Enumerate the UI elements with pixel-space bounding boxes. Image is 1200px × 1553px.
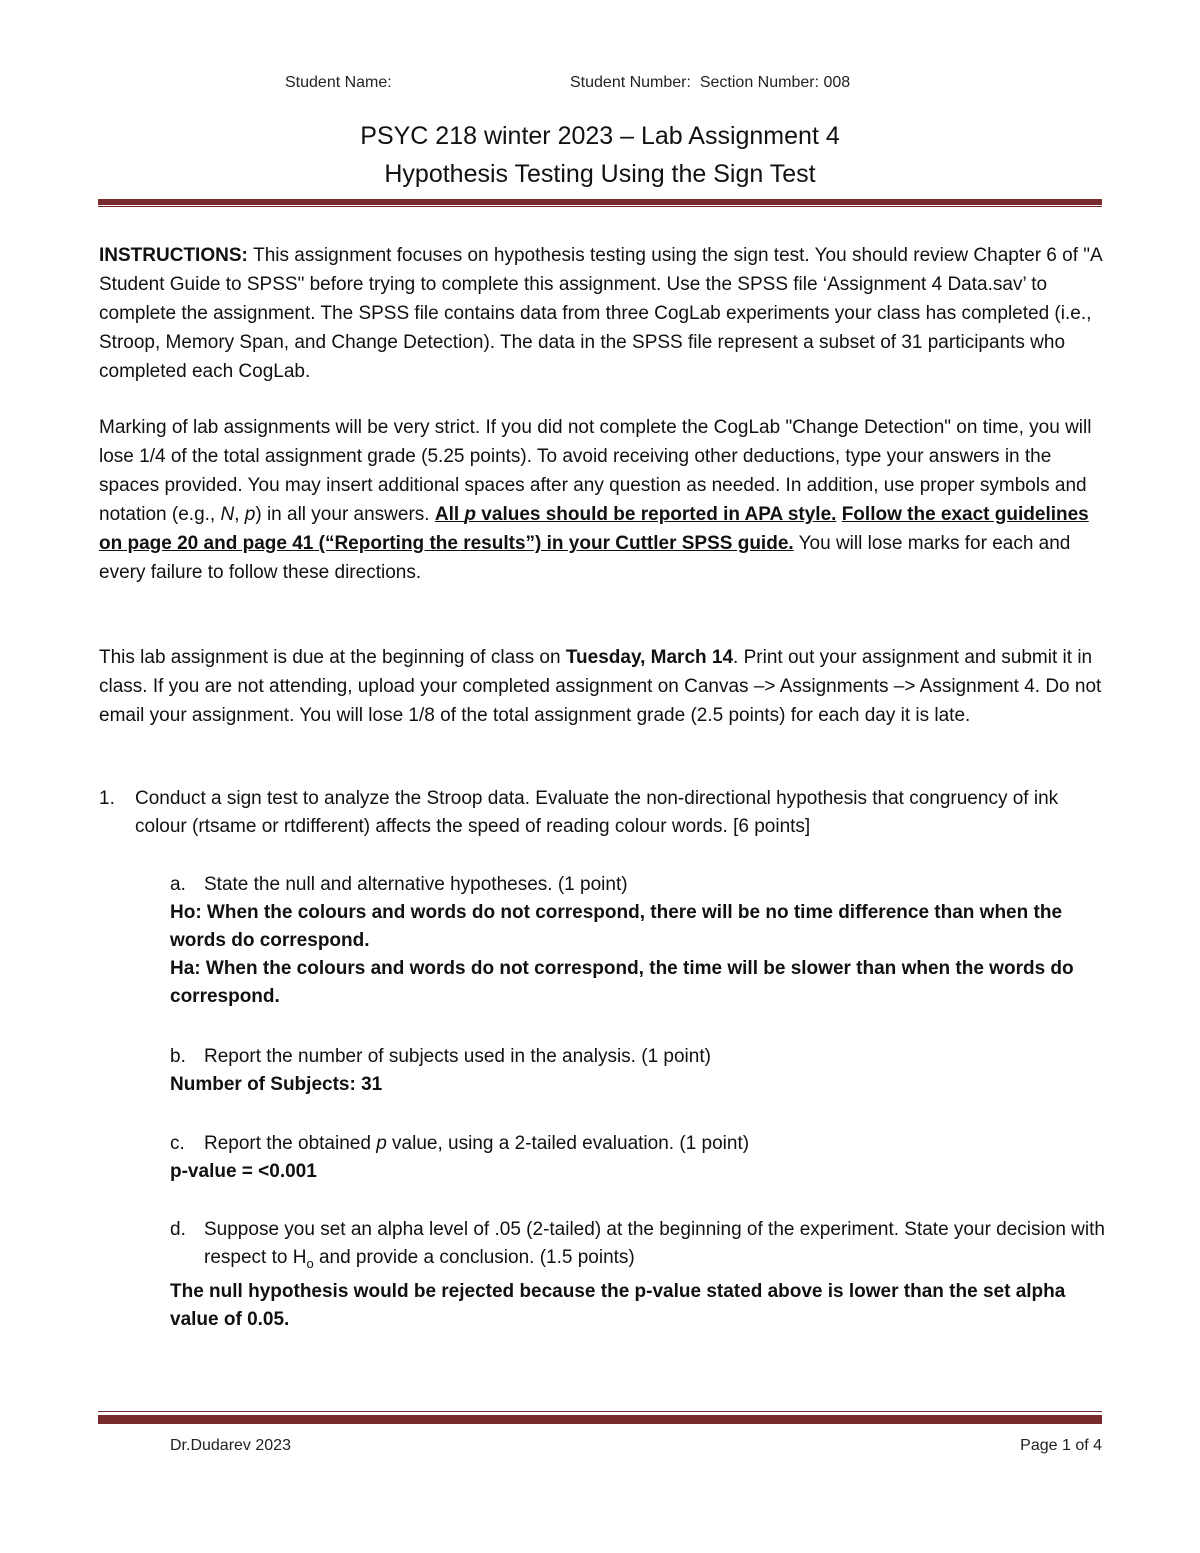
instructions-label: INSTRUCTIONS bbox=[99, 245, 242, 266]
student-number-label: Student Number: bbox=[570, 74, 691, 91]
question-1d-text: Suppose you set an alpha level of .05 (2-tailed) at the beginning of the experiment. State your decision with respect to $H_o$ and provide a conclusion. (1.5 points) bbox=[204, 1219, 1105, 1271]
instructions-paragraph: INSTRUCTIONS: This assignment focuses on hypothesis testing using the sign test. You should review Chapter 6 of "A Student Guide to SPSS" before trying to complete this assignment. Use the SPSS file ‘Assignment 4 Data.sav’ to complete the assignment. The SPSS file contains data from three CogLab experiments your class has completed (i.e., Stroop, Memory Span, and Change Detection). The data in the SPSS file represent a subset of 31 participants who completed each CogLab. bbox=[99, 245, 1102, 382]
question-1b: b. Report the number of subjects used in the analysis. (1 point) Number of Subjects: 31 bbox=[170, 1043, 1105, 1099]
question-1d: d. Suppose you set an alpha level of .05 (2-tailed) at the beginning of the experiment. State your decision with respect to $H_o$ and provide a conclusion. (1.5 points) The null hypothesis would be rejected because the p-value stated above is lower than the set alpha value of 0.05. bbox=[170, 1216, 1105, 1334]
footer-divider bbox=[98, 1415, 1102, 1424]
footer-page-number: Page 1 of 4 bbox=[1020, 1437, 1102, 1454]
student-number-section bbox=[570, 74, 850, 92]
question-1 bbox=[99, 785, 1104, 841]
question-1c: c. Report the obtained p value, using a 2-tailed evaluation. (1 point) p-value = <0.001 bbox=[170, 1130, 1105, 1186]
question-1b-answer: Number of Subjects: 31 bbox=[170, 1074, 383, 1095]
question-1c-answer: p-value = <0.001 bbox=[170, 1161, 317, 1182]
question-1-text: Conduct a sign test to analyze the Stroop data. Evaluate the non-directional hypothesis that congruency of ink colour (rtsame or rtdifferent) affects the speed of reading colour words. [6 points] bbox=[135, 788, 1059, 837]
question-1-number: 1. bbox=[99, 788, 115, 809]
question-1c-text: Report the obtained p value, using a 2-tailed evaluation. (1 point) bbox=[204, 1133, 750, 1154]
header-divider bbox=[98, 199, 1102, 205]
apa-style-note: All p values should be reported in APA style. bbox=[434, 504, 837, 525]
question-1a-answer-ho: Ho: When the colours and words do not correspond, there will be no time difference than when the words do correspond. bbox=[170, 902, 1063, 951]
footer-author: Dr.Dudarev 2023 bbox=[170, 1437, 291, 1454]
question-1a: a. State the null and alternative hypotheses. (1 point) Ho: When the colours and words do not correspond, there will be no time difference than when the words do correspond. Ha: When the colours and words do not correspond, the time will be slower than when the words do correspond. bbox=[170, 871, 1105, 1011]
guidelines-note: Follow the exact guidelines on page 20 and page 41 (“Reporting the results”) in your Cuttler SPSS guide. bbox=[99, 504, 1089, 554]
due-date: Tuesday, March 14 bbox=[565, 647, 734, 668]
question-1d-answer: The null hypothesis would be rejected because the p-value stated above is lower than the set alpha value of 0.05. bbox=[170, 1280, 1066, 1330]
question-1a-answer-ha: Ha: When the colours and words do not correspond, the time will be slower than when the words do correspond. bbox=[170, 958, 1074, 1007]
due-date-paragraph: This lab assignment is due at the beginning of class on Tuesday, March 14. Print out your assignment and submit it in class. If you are not attending, upload your completed assignment on Canvas –> Assignments –> Assignment 4. Do not email your assignment. You will lose 1/8 of the total assignment grade (2.5 points) for each day it is late. bbox=[99, 647, 1102, 726]
question-1b-text: Report the number of subjects used in the analysis. (1 point) bbox=[204, 1046, 711, 1067]
section-number-label: Section Number: 008 bbox=[699, 74, 851, 91]
document-title: PSYC 218 winter 2023 – Lab Assignment 4 bbox=[360, 122, 840, 150]
instructions-text: This assignment focuses on hypothesis testing using the sign test. You should review Chapter 6 of "A Student Guide to SPSS" before trying to complete this assignment. Use the SPSS file ‘Assignment 4 Data.sav’ to complete the assignment. The SPSS file contains data from three CogLab experiments your class has completed (i.e., Stroop, Memory Span, and Change Detection). The data in the SPSS file represent a subset of 31 participants who completed each CogLab. bbox=[99, 245, 1102, 382]
student-name-label: Student Name: bbox=[285, 74, 392, 91]
marking-paragraph: Marking of lab assignments will be very strict. If you did not complete the CogLab "Change Detection" on time, you will lose 1/4 of the total assignment grade (5.25 points). To avoid receiving other deductions, type your answers in the spaces provided. You may insert additional spaces after any question as needed. In addition, use proper symbols and notation (e.g., N, p) in all your answers. All p values should be reported in APA style. Follow the exact guidelines on page 20 and page 41 (“Reporting the results”) in your Cuttler SPSS guide. You will lose marks for each and every failure to follow these directions. bbox=[99, 417, 1092, 583]
document-subtitle: Hypothesis Testing Using the Sign Test bbox=[384, 160, 816, 188]
question-1a-text: State the null and alternative hypotheses. (1 point) bbox=[204, 874, 628, 895]
